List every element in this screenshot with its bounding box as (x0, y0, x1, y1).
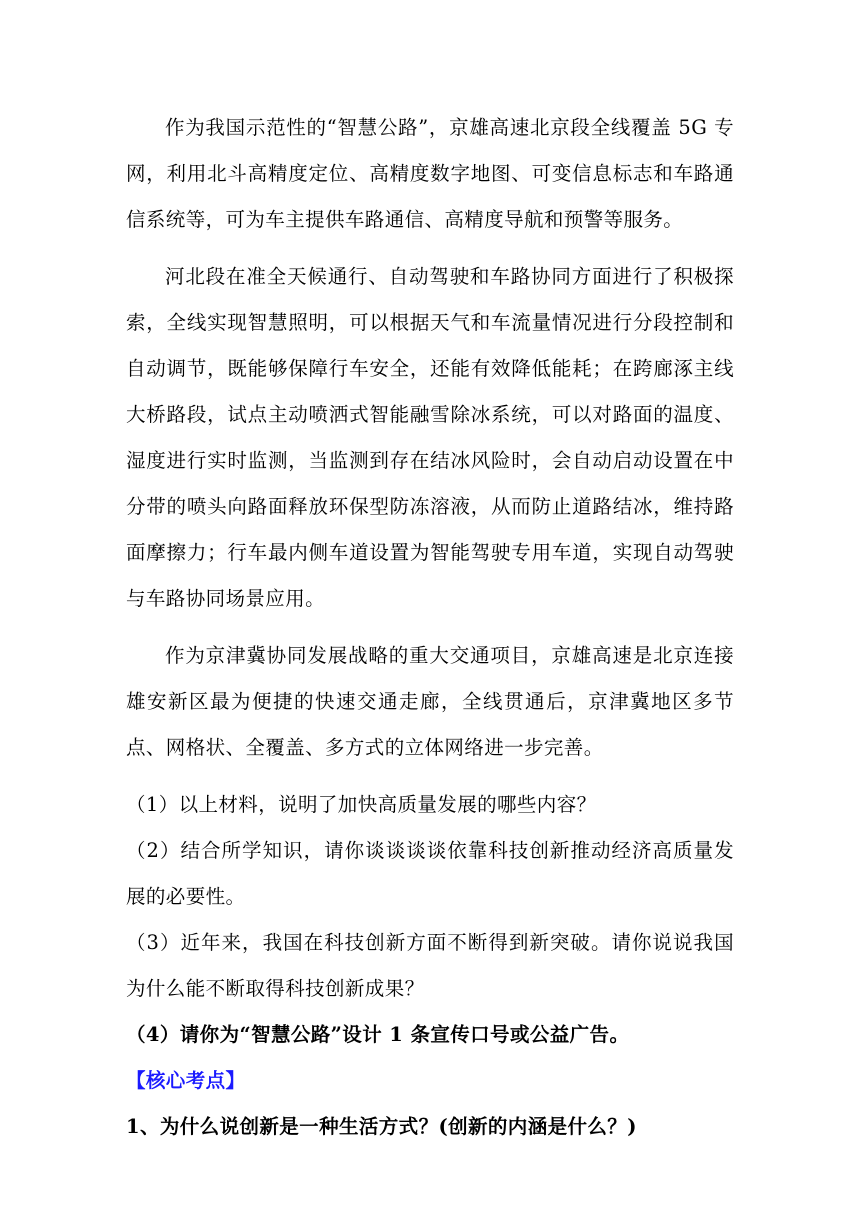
question-3: （3）近年来，我国在科技创新方面不断得到新突破。请你说说我国为什么能不断取得科技创新成果？ (126, 931, 734, 1000)
paragraph-1: 作为我国示范性的“智慧公路”，京雄高速北京段全线覆盖 5G 专网，利用北斗高精度定位、高精度数字地图、可变信息标志和车路通信系统等，可为车主提供车路通信、高精度导航和预警等服务。 (126, 116, 734, 231)
question-1: （1）以上材料，说明了加快高质量发展的哪些内容？ (126, 793, 597, 816)
document-content (126, 105, 734, 1150)
paragraph-3: 作为京津冀协同发展战略的重大交通项目，京雄高速是北京连接雄安新区最为便捷的快速交通走廊，全线贯通后，京津冀地区多节点、网格状、全覆盖、多方式的立体网络进一步完善。 (126, 644, 734, 759)
question-2: （2）结合所学知识，请你谈谈谈谈依靠科技创新推动经济高质量发展的必要性。 (126, 839, 734, 908)
section-item: 1、为什么说创新是一种生活方式？(创新的内涵是什么？) (126, 1115, 637, 1138)
section-heading: 【核心考点】 (126, 1069, 246, 1092)
question-4: （4）请你为“智慧公路”设计 1 条宣传口号或公益广告。 (126, 1023, 630, 1046)
paragraph-2: 河北段在准全天候通行、自动驾驶和车路协同方面进行了积极探索，全线实现智慧照明，可以根据天气和车流量情况进行分段控制和自动调节，既能够保障行车安全，还能有效降低能耗；在跨廊涿主线大桥路段，试点主动喷洒式智能融雪除冰系统，可以对路面的温度、湿度进行实时监测，当监测到存在结冰风险时，会自动启动设置在中分带的喷头向路面释放环保型防冻溶液，从而防止道路结冰，维持路面摩擦力；行车最内侧车道设置为智能驾驶专用车道，实现自动驾驶与车路协同场景应用。 (126, 265, 734, 610)
